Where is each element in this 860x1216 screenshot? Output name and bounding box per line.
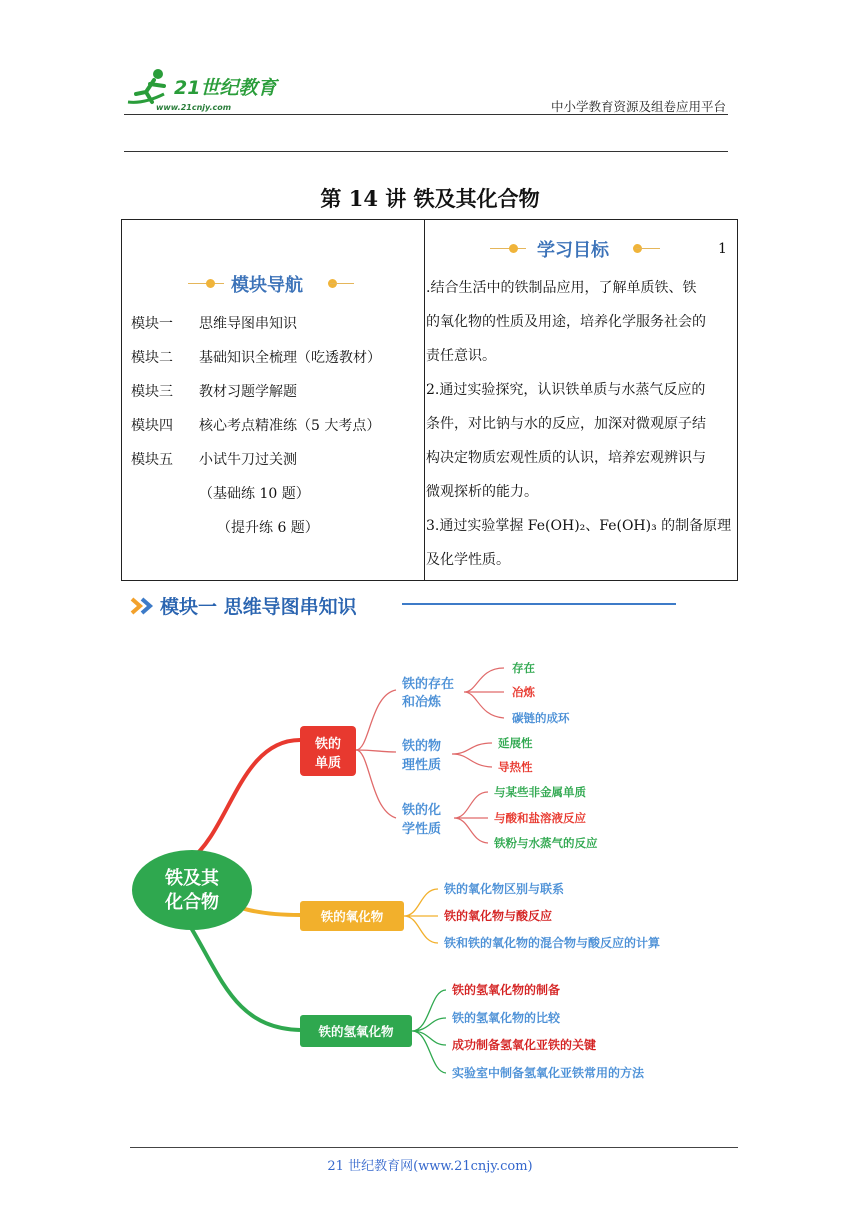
branch-label: 铁的氢氧化物 <box>318 1024 394 1039</box>
nav-sub-advanced: （提升练 6 题） <box>217 520 319 536</box>
leaf: 铁和铁的氧化物的混合物与酸反应的计算 <box>444 936 661 950</box>
leaf: 延展性 <box>498 736 533 750</box>
module-title-line <box>402 603 676 605</box>
connector <box>412 990 446 1073</box>
connector <box>452 743 492 767</box>
connector <box>454 792 488 843</box>
group-label: 铁的物 <box>402 739 442 754</box>
module-title: 模块一 思维导图串知识 <box>160 596 357 618</box>
goal-line: 微观探析的能力。 <box>426 484 538 500</box>
platform-name: 中小学教育资源及组卷应用平台 <box>550 99 726 114</box>
goals-heading: 学习目标 <box>537 240 609 261</box>
goal-line: 3.通过实验掌握 Fe(OH)₂、Fe(OH)₃ 的制备原理 <box>426 518 732 534</box>
footer-divider <box>130 1147 738 1148</box>
heading-deco-line <box>636 248 660 249</box>
heading-deco-dot <box>509 244 518 253</box>
group-label: 铁的存在 <box>402 677 455 692</box>
leaf: 铁的氧化物与酸反应 <box>444 909 553 923</box>
connector <box>464 668 504 718</box>
footer-text: 21 世纪教育网(www.21cnjy.com) <box>327 1159 533 1174</box>
group-label: 学性质 <box>402 822 442 837</box>
header-divider <box>124 114 728 115</box>
leaf: 铁的氢氧化物的制备 <box>452 983 561 997</box>
goal-line: 2.通过实验探究，认识铁单质与水蒸气反应的 <box>426 382 706 398</box>
header-divider-2 <box>124 151 728 152</box>
leaf: 成功制备氢氧化亚铁的关键 <box>452 1038 597 1052</box>
leaf: 铁粉与水蒸气的反应 <box>494 836 598 850</box>
goal-line: 构决定物质宏观性质的认识，培养宏观辨识与 <box>426 450 706 466</box>
leaf: 铁的氧化物区别与联系 <box>444 882 565 896</box>
leaf: 铁的氢氧化物的比较 <box>452 1011 561 1025</box>
branch-label: 铁的氧化物 <box>320 909 384 924</box>
leaf: 与某些非金属单质 <box>494 785 586 799</box>
connector <box>404 889 438 943</box>
branch-label: 单质 <box>314 756 342 771</box>
root-label: 化合物 <box>165 892 219 913</box>
goal-line: 的氧化物的性质及用途，培养化学服务社会的 <box>426 314 706 330</box>
page-title: 第 14 讲 铁及其化合物 <box>320 186 540 211</box>
group-label: 和冶炼 <box>402 695 442 710</box>
connector <box>356 750 396 752</box>
heading-deco-dot <box>206 279 215 288</box>
logo-url: www.21cnjy.com <box>156 103 232 112</box>
leaf: 冶炼 <box>512 685 535 699</box>
leaf: 导热性 <box>498 760 533 774</box>
leaf: 与酸和盐溶液反应 <box>494 811 586 825</box>
connector <box>356 690 396 750</box>
double-chevron-icon <box>130 596 156 616</box>
goal-line: 责任意识。 <box>426 348 496 364</box>
logo-text: 21世纪教育 <box>174 77 277 99</box>
table-column-divider <box>424 219 425 581</box>
goal-line: 条件，对比钠与水的反应，加深对微观原子结 <box>426 416 706 432</box>
branch-label: 铁的 <box>314 737 342 752</box>
goal-line: .结合生活中的铁制品应用，了解单质铁、铁 <box>426 280 697 296</box>
group-label: 理性质 <box>402 758 442 773</box>
goal-line: 及化学性质。 <box>426 552 510 568</box>
branch-line <box>190 740 300 860</box>
leaf: 实验室中制备氢氧化亚铁常用的方法 <box>452 1066 645 1080</box>
root-label: 铁及其 <box>165 868 219 889</box>
heading-deco-line <box>330 283 354 284</box>
nav-sub-basic: （基础练 10 题） <box>199 486 310 502</box>
nav-heading: 模块导航 <box>231 275 303 296</box>
connector <box>356 750 396 818</box>
site-logo <box>124 64 294 114</box>
leaf: 存在 <box>512 661 535 675</box>
group-label: 铁的化 <box>402 803 442 818</box>
mind-map <box>120 640 740 1090</box>
goal-number: 1 <box>718 241 727 257</box>
root-node <box>132 850 252 930</box>
leaf: 碳链的成环 <box>512 711 570 725</box>
heading-deco-line <box>490 248 526 249</box>
